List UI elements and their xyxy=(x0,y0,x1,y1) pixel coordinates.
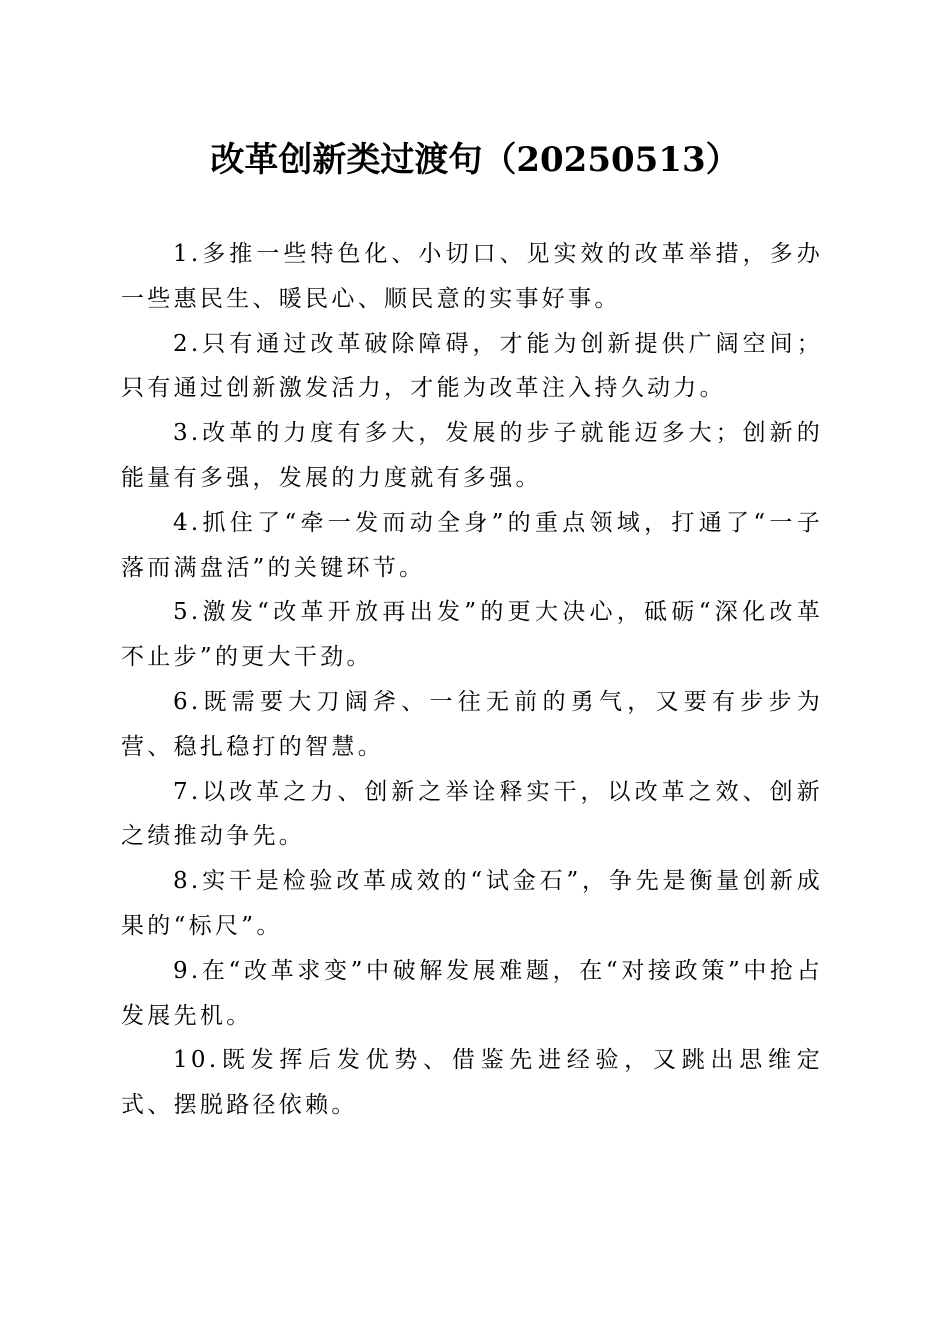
paragraph-4: 4.抓住了“牵一发而动全身”的重点领域，打通了“一子落而满盘活”的关键环节。 xyxy=(121,509,823,581)
paragraph-3: 3.改革的力度有多大，发展的步子就能迈多大；创新的能量有多强，发展的力度就有多强。 xyxy=(121,420,823,491)
paragraph-10: 10.既发挥后发优势、借鉴先进经验，又跳出思维定式、摆脱路径依赖。 xyxy=(121,1047,823,1119)
paragraph-7: 7.以改革之力、创新之举诠释实干，以改革之效、创新之绩推动争先。 xyxy=(121,778,823,850)
document-body xyxy=(121,232,823,1128)
paragraph-8: 8.实干是检验改革成效的“试金石”，争先是衡量创新成果的“标尺”。 xyxy=(121,868,823,939)
paragraph-9: 9.在“改革求变”中破解发展难题，在“对接政策”中抢占发展先机。 xyxy=(121,957,823,1029)
paragraph-6: 6.既需要大刀阔斧、一往无前的勇气，又要有步步为营、稳扎稳打的智慧。 xyxy=(121,688,823,760)
paragraph-5: 5.激发“改革开放再出发”的更大决心，砥砺“深化改革不止步”的更大干劲。 xyxy=(121,599,823,671)
document-title: 改革创新类过渡句（20250513） xyxy=(210,140,740,180)
paragraph-2: 2.只有通过改革破除障碍，才能为创新提供广阔空间；只有通过创新激发活力，才能为改革注入持久动力。 xyxy=(121,330,823,402)
paragraph-1: 1.多推一些特色化、小切口、见实效的改革举措，多办一些惠民生、暖民心、顺民意的实事好事。 xyxy=(121,241,823,312)
